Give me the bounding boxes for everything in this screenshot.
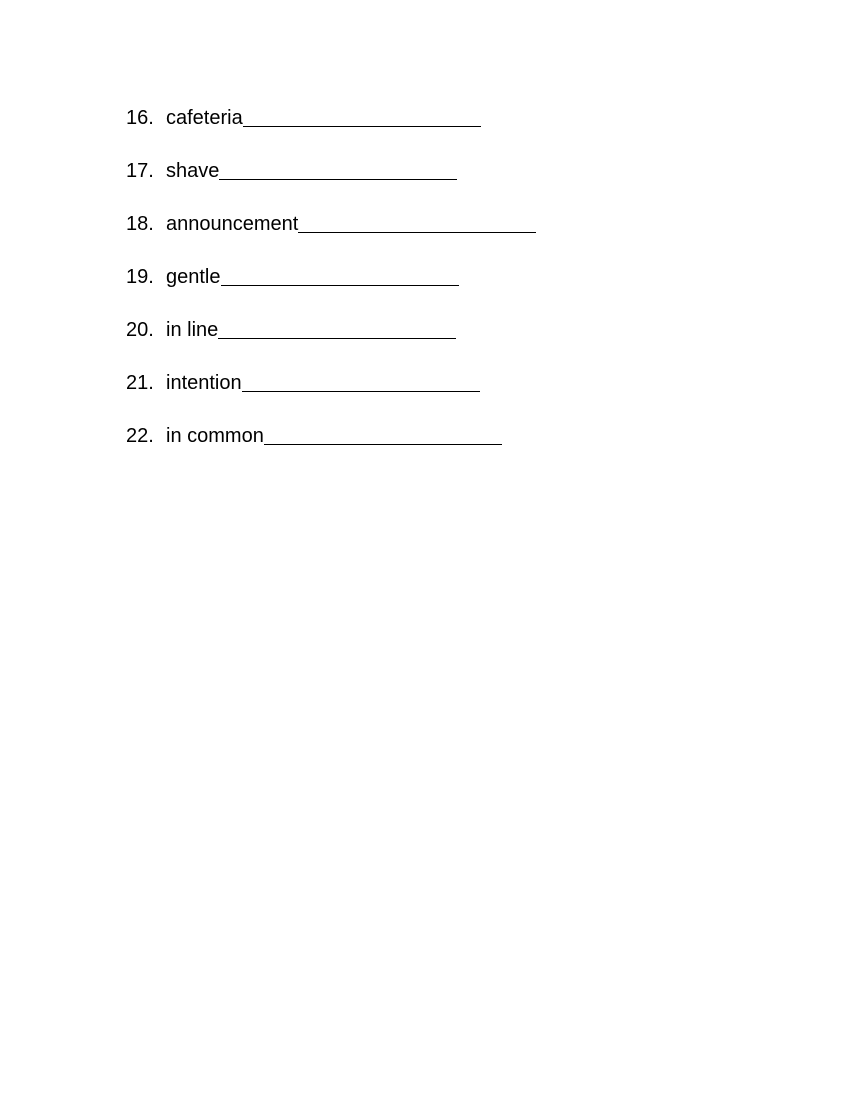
item-number: 19.: [126, 266, 154, 288]
answer-blank: [243, 104, 481, 127]
list-item: [126, 104, 536, 157]
item-number: 22.: [126, 425, 154, 447]
item-word: gentle: [166, 266, 221, 288]
item-number: 17.: [126, 160, 154, 182]
item-word: cafeteria: [166, 107, 243, 129]
vocabulary-list: [126, 104, 536, 475]
item-word: announcement: [166, 213, 299, 235]
list-item: [126, 157, 536, 210]
answer-blank: [298, 210, 536, 233]
item-word: shave: [166, 160, 220, 182]
answer-blank: [221, 263, 459, 286]
list-item: [126, 316, 536, 369]
answer-blank: [219, 157, 457, 180]
answer-blank: [264, 422, 502, 445]
item-number: 18.: [126, 213, 154, 235]
item-word: intention: [166, 372, 242, 394]
answer-blank: [242, 369, 480, 392]
item-word: in line: [166, 319, 219, 341]
item-word: in common: [166, 425, 264, 447]
item-number: 20.: [126, 319, 154, 341]
answer-blank: [218, 316, 456, 339]
list-item: [126, 263, 536, 316]
item-number: 16.: [126, 107, 154, 129]
item-number: 21.: [126, 372, 154, 394]
list-item: [126, 369, 536, 422]
list-item: [126, 210, 536, 263]
list-item: [126, 422, 536, 475]
